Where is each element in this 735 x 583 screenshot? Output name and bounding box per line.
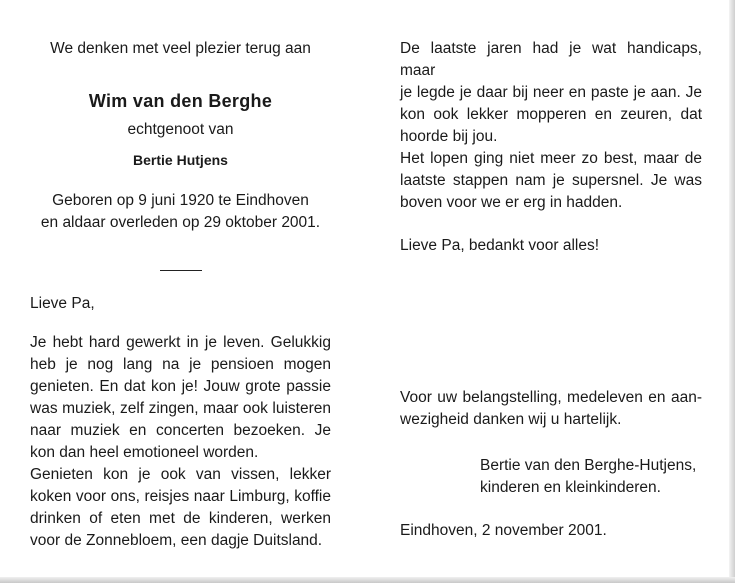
- body-line: kon ook lekker mopperen en zeuren, dat: [400, 106, 702, 123]
- card-edge-right: [729, 0, 735, 583]
- body-line: genieten. En dat kon je! Jouw grote passie: [30, 378, 331, 395]
- body-line: kon dan heel emotioneel worden.: [30, 444, 259, 461]
- deceased-name: Wim van den Berghe: [88, 91, 273, 111]
- body-line: Voor uw belangstelling, medeleven en aan-: [400, 389, 702, 406]
- body-line: naar muziek en concerten bezoeken. Je: [30, 422, 331, 439]
- body-line: drinken of eten met de kinderen, werken: [30, 510, 331, 527]
- right-paragraph-2: [400, 148, 702, 214]
- body-line: heb je nog lang na je pensioen mogen: [30, 356, 331, 373]
- death-line: en aldaar overleden op 29 oktober 2001.: [40, 214, 321, 231]
- body-line: voor de Zonnebloem, een dagje Duitsland.: [30, 532, 323, 549]
- body-line: Genieten kon je ook van vissen, lekker: [30, 466, 331, 483]
- body-line: Het lopen ging niet meer zo best, maar de: [400, 150, 702, 167]
- spouse-label: echtgenoot van: [127, 121, 234, 138]
- divider: [160, 270, 202, 271]
- signature-line-1: Bertie van den Berghe-Hutjens,: [480, 457, 697, 474]
- salutation: Lieve Pa,: [30, 295, 95, 312]
- body-line: was muziek, zelf zingen, maar ook luisteren: [30, 400, 331, 417]
- place-date: Eindhoven, 2 november 2001.: [400, 522, 607, 539]
- intro-text: We denken met veel plezier terug aan: [50, 40, 311, 57]
- body-line: laatste stappen nam je supersnel. Je was: [400, 172, 702, 189]
- left-body-paragraph: [30, 332, 331, 552]
- body-line: Je hebt hard gewerkt in je leven. Gelukkig: [30, 334, 331, 351]
- right-paragraph-3: Lieve Pa, bedankt voor alles!: [400, 237, 600, 254]
- thanks-paragraph: [400, 387, 702, 431]
- body-line: koken voor ons, reisjes naar Limburg, koffie: [30, 488, 331, 505]
- card-edge-bottom: [0, 577, 735, 583]
- body-line: je legde je daar bij neer en paste je aan. Je: [400, 84, 702, 101]
- body-line: boven voor we er erg in hadden.: [400, 194, 623, 211]
- body-line: hoorde bij jou.: [400, 128, 498, 145]
- signature-line-2: kinderen en kleinkinderen.: [480, 479, 661, 496]
- body-line: De laatste jaren had je wat handicaps, maar: [400, 40, 702, 79]
- body-line: wezigheid danken wij u hartelijk.: [400, 411, 622, 428]
- birth-line: Geboren op 9 juni 1920 te Eindhoven: [52, 192, 309, 209]
- spouse-name: Bertie Hutjens: [133, 152, 228, 168]
- right-paragraph-1: [400, 38, 702, 148]
